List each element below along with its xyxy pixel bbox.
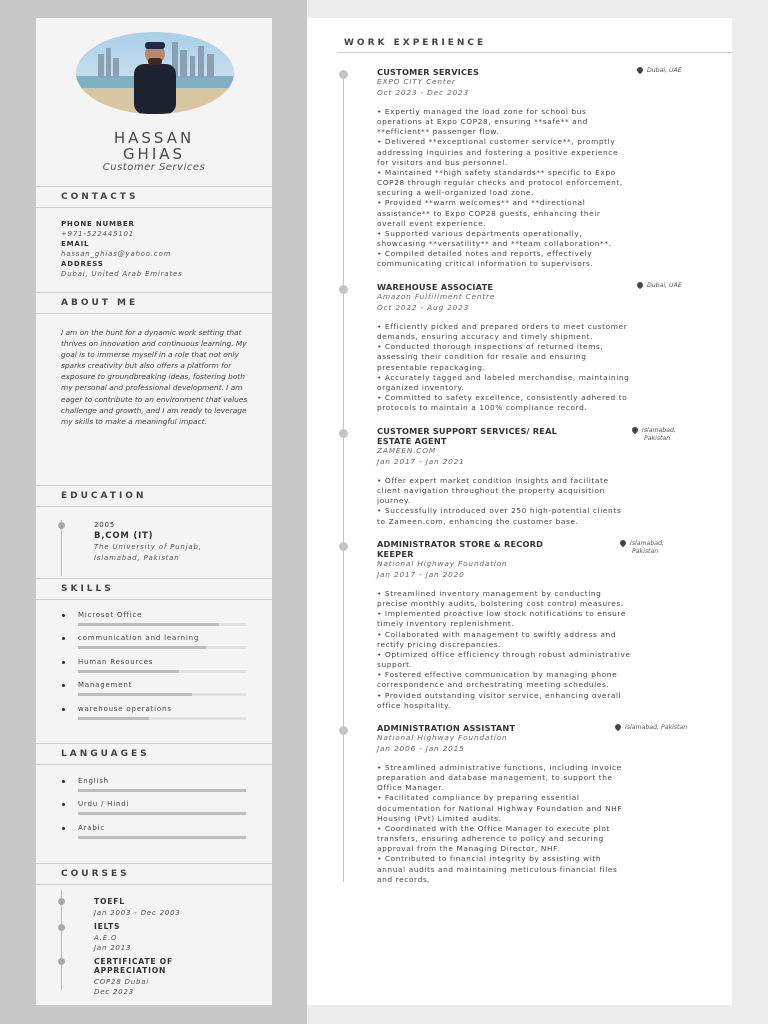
- job-bullets: [377, 107, 711, 270]
- job-entry: [377, 426, 711, 527]
- course-title: IELTS: [94, 922, 121, 931]
- education-heading: EDUCATION: [36, 485, 272, 507]
- courses-timeline: [61, 890, 62, 990]
- phone-value: +971-522445101: [61, 230, 135, 238]
- profile-photo: [76, 32, 234, 114]
- course-detail: Jan 2003 - Dec 2003: [94, 909, 181, 917]
- job-bullet-line: to Zameen.com, enhancing the customer base.: [377, 516, 579, 526]
- job-title-line1: CUSTOMER SUPPORT SERVICES/ REAL: [377, 426, 558, 436]
- job-bullet-line: • Supported various departments operationally,: [377, 228, 583, 238]
- job-bullet-line: communicating critical information to supervisors.: [377, 259, 594, 269]
- skill-level-fill: [78, 670, 179, 673]
- job-bullet-line: COP28 through regular checks and protocol enforcement,: [377, 178, 623, 188]
- job-location: Islamabad, Pakistan: [632, 427, 676, 443]
- job-location: Dubai, UAE: [637, 67, 682, 75]
- address-label: ADDRESS: [61, 260, 104, 268]
- skill-bullet: [62, 708, 65, 711]
- timeline-dot: [339, 429, 348, 438]
- skill-level-bar: [78, 670, 246, 673]
- job-bullet-line: • Compiled detailed notes and reports, effectively: [377, 249, 593, 259]
- job-bullet-line: securing a well-organized load zone.: [377, 188, 534, 198]
- work-experience-heading: WORK EXPERIENCE: [344, 38, 487, 48]
- course-title-line1: CERTIFICATE OF: [94, 957, 173, 966]
- job-bullet-line: • Facilitated compliance by preparing essential: [377, 793, 580, 803]
- location-pin-icon: [636, 66, 644, 74]
- language-level-bar: [78, 812, 246, 815]
- job-bullets: [377, 763, 711, 885]
- job-entry: [377, 723, 711, 885]
- job-bullet-line: • Streamlined administrative functions, including invoice: [377, 763, 622, 772]
- job-title: CUSTOMER SERVICES: [377, 67, 480, 77]
- job-bullet-line: approval from the Managing Director, NHF.: [377, 844, 560, 854]
- job-bullet-line: organized inventory.: [377, 382, 465, 392]
- job-bullet-line: overall event experience.: [377, 218, 487, 228]
- education-year: 2005: [94, 521, 116, 529]
- job-bullet-line: protocols to maintain a 100% compliance record.: [377, 403, 588, 413]
- job-bullet-line: journey.: [377, 496, 411, 506]
- language-level-fill: [78, 789, 246, 792]
- job-dates: Jan 2017 - Jan 2020: [377, 569, 465, 579]
- job-bullet-line: • Provided outstanding visitor service, enhancing overall: [377, 690, 622, 700]
- job-bullet-line: • Conducted thorough inspections of returned items,: [377, 342, 604, 352]
- skill-bullet: [62, 614, 65, 617]
- courses-heading: COURSES: [36, 863, 272, 885]
- skill-level-fill: [78, 717, 149, 720]
- phone-label: PHONE NUMBER: [61, 220, 135, 228]
- job-entry: [377, 539, 711, 711]
- course-detail: Dec 2023: [94, 988, 134, 996]
- job-bullets: [377, 476, 711, 527]
- job-bullet-line: • Accurately tagged and labeled merchandise, maintaining: [377, 372, 630, 382]
- skill-level-bar: [78, 623, 246, 626]
- skill-bullet: [62, 684, 65, 687]
- job-bullet-line: presentable repackaging.: [377, 362, 486, 372]
- job-bullet-line: • Collaborated with management to swiftly address and: [377, 629, 617, 639]
- job-bullet-line: • Fostered effective communication by managing phone: [377, 670, 618, 680]
- skill-name: Microsot Office: [78, 611, 143, 619]
- language-name: Arabic: [78, 823, 105, 832]
- language-level-bar: [78, 789, 246, 792]
- job-company: EXPO CITY Center: [377, 77, 456, 86]
- language-level-bar: [78, 836, 246, 839]
- location-pin-icon: [619, 539, 627, 547]
- job-bullet-line: assessing their condition for resale and ensuring: [377, 352, 587, 362]
- sidebar: [36, 18, 272, 1005]
- job-bullet-line: preparation and database management, to support the: [377, 773, 613, 783]
- email-label: EMAIL: [61, 240, 90, 248]
- location-pin-icon: [631, 426, 639, 434]
- job-title: WAREHOUSE ASSOCIATE: [377, 282, 494, 292]
- job-bullet-line: transfers, ensuring adherence to policy and securing: [377, 834, 604, 844]
- course-title-line2: APPRECIATION: [94, 966, 167, 975]
- job-title-line1: ADMINISTRATOR STORE & RECORD: [377, 539, 544, 549]
- job-bullet-line: for visitors and bus personnel.: [377, 157, 508, 167]
- job-bullet-line: addressing inquiries and fostering a positive experience: [377, 147, 619, 157]
- education-dot: [58, 522, 65, 529]
- language-level-fill: [78, 836, 246, 839]
- job-bullet-line: **efficient** passenger flow.: [377, 127, 500, 137]
- job-bullet-line: • Delivered **exceptional customer service**, promptly: [377, 137, 616, 147]
- job-title-line2: ESTATE AGENT: [377, 436, 447, 446]
- skill-bullet: [62, 637, 65, 640]
- job-bullet-line: operations at Expo COP28, ensuring **safe** and: [377, 117, 588, 127]
- job-bullet-line: • Provided **warm welcomes** and **directional: [377, 198, 586, 208]
- job-bullet-line: • Optimized office efficiency through robust administrative: [377, 649, 631, 659]
- job-bullet-line: office hospitality.: [377, 700, 452, 710]
- job-bullet-line: correspondence and orchestrating meeting schedules.: [377, 680, 610, 690]
- job-entry: [377, 282, 711, 413]
- job-bullet-line: client navigation throughout the property acquisition: [377, 486, 605, 496]
- job-dates: Oct 2022 - Aug 2023: [377, 302, 470, 312]
- skill-level-fill: [78, 693, 192, 696]
- language-level-fill: [78, 812, 246, 815]
- job-bullet-line: • Offer expert market condition insights and facilitate: [377, 476, 609, 485]
- skills-heading: SKILLS: [36, 578, 272, 600]
- job-bullets: [377, 322, 711, 413]
- skill-level-fill: [78, 646, 206, 649]
- skill-name: warehouse operations: [78, 704, 172, 713]
- job-bullet-line: • Maintained **high safety standards** specific to Expo: [377, 167, 616, 177]
- timeline-dot: [339, 726, 348, 735]
- job-bullet-line: documentation for National Highway Foundation and NHF: [377, 803, 623, 813]
- job-bullet-line: • Implemented proactive low stock notifications to ensure: [377, 609, 627, 619]
- about-heading: ABOUT ME: [36, 292, 272, 314]
- job-location: Islamabad, Pakistan: [615, 724, 687, 732]
- education-school-line1: The University of Punjab,: [94, 543, 202, 551]
- job-bullet-line: annual audits and maintaining meticulous financial files: [377, 864, 618, 874]
- timeline-dot: [339, 285, 348, 294]
- job-location: Dubai, UAE: [637, 282, 682, 290]
- course-detail: Jan 2013: [94, 944, 132, 952]
- name-line-1: HASSAN: [113, 129, 195, 147]
- education-school-line2: Islamabad, Pakistan: [94, 554, 180, 562]
- course-detail: COP28 Dubai: [94, 978, 150, 986]
- job-entry: [377, 67, 711, 270]
- job-bullet-line: • Successfully introduced over 250 high-potential clients: [377, 506, 622, 516]
- location-pin-icon: [614, 723, 622, 731]
- address-value: Dubai, United Arab Emirates: [61, 270, 183, 278]
- job-bullet-line: Office Manager.: [377, 783, 445, 793]
- work-timeline: [343, 70, 344, 882]
- language-bullet: [62, 780, 65, 783]
- about-text: I am on the hunt for a dynamic work setting that thrives on innovation and continuous learning. My goal is to immerse myself in a role that not only sparks creativity but also offers a platform for exposure to groundbreaking ideas, fostering both my personal and professional development. I am eager to contribute to an environment that values challenge and growth, and I am ready to leverage my skills to make a meaningful impact.: [61, 328, 248, 426]
- job-bullet-line: • Expertly managed the load zone for school bus: [377, 107, 587, 116]
- skill-level-bar: [78, 717, 246, 720]
- work-experience-rule: [337, 52, 732, 53]
- job-bullet-line: rectify pricing discrepancies.: [377, 639, 502, 649]
- language-name: English: [78, 777, 109, 785]
- job-bullet-line: showcasing **versatility** and **team collaboration**.: [377, 239, 612, 249]
- languages-heading: LANGUAGES: [36, 743, 272, 765]
- job-bullet-line: assistance** to Expo COP28 guests, enhancing their: [377, 208, 601, 218]
- timeline-dot: [339, 70, 348, 79]
- profile-name: [36, 130, 272, 162]
- job-bullet-line: • Streamlined inventory management by conducting: [377, 589, 602, 598]
- language-bullet: [62, 827, 65, 830]
- job-bullet-line: support.: [377, 660, 413, 670]
- course-dot: [58, 924, 65, 931]
- location-pin-icon: [636, 281, 644, 289]
- main-panel: [307, 18, 732, 1005]
- job-company: ZAMEEN.COM: [377, 446, 437, 455]
- skill-name: Management: [78, 681, 133, 690]
- job-company: Amazon Fulfillment Centre: [377, 292, 496, 301]
- email-value: hassan_ghias@yahoo.com: [61, 250, 172, 258]
- education-degree: B,COM (IT): [94, 531, 154, 541]
- profile-title: Customer Services: [102, 162, 206, 173]
- name-line-2: GHIAS: [122, 145, 186, 163]
- skill-level-fill: [78, 623, 219, 626]
- job-bullet-line: • Efficiently picked and prepared orders to meet customer: [377, 322, 628, 331]
- job-bullet-line: demands, ensuring accuracy and timely shipment.: [377, 332, 594, 342]
- job-bullet-line: timely inventory replenishment.: [377, 619, 515, 629]
- job-bullet-line: Housing (Pvt) Limited audits.: [377, 813, 502, 823]
- course-detail: A.E.O: [94, 934, 118, 942]
- timeline-dot: [339, 542, 348, 551]
- language-name: Urdu / Hindi: [78, 800, 130, 809]
- job-bullet-line: • Committed to safety excellence, consistently adhered to: [377, 393, 628, 403]
- skill-bullet: [62, 661, 65, 664]
- skill-name: Human Resources: [78, 657, 154, 666]
- job-dates: Oct 2023 - Dec 2023: [377, 87, 469, 97]
- job-bullet-line: • Coordinated with the Office Manager to execute plot: [377, 823, 610, 833]
- job-location: Islamabad, Pakistan: [620, 540, 664, 556]
- job-bullet-line: • Contributed to financial integrity by assisting with: [377, 854, 602, 864]
- job-bullets: [377, 589, 711, 711]
- job-title: ADMINISTRATION ASSISTANT: [377, 723, 516, 733]
- course-title: TOEFL: [94, 897, 125, 906]
- contacts-heading: CONTACTS: [36, 186, 272, 208]
- job-dates: Jan 2017 - Jan 2021: [377, 456, 465, 466]
- course-dot: [58, 958, 65, 965]
- job-dates: Jan 2006 - Jan 2015: [377, 743, 465, 753]
- course-dot: [58, 898, 65, 905]
- language-bullet: [62, 803, 65, 806]
- skill-level-bar: [78, 646, 246, 649]
- skill-level-bar: [78, 693, 246, 696]
- job-title-line2: KEEPER: [377, 549, 414, 559]
- skill-name: communication and learning: [78, 634, 200, 643]
- job-bullet-line: and records.: [377, 874, 431, 884]
- job-bullet-line: precise monthly audits, bolstering cost control measures.: [377, 599, 624, 609]
- job-company: National Highway Foundation: [377, 733, 508, 742]
- job-company: National Highway Foundation: [377, 559, 508, 568]
